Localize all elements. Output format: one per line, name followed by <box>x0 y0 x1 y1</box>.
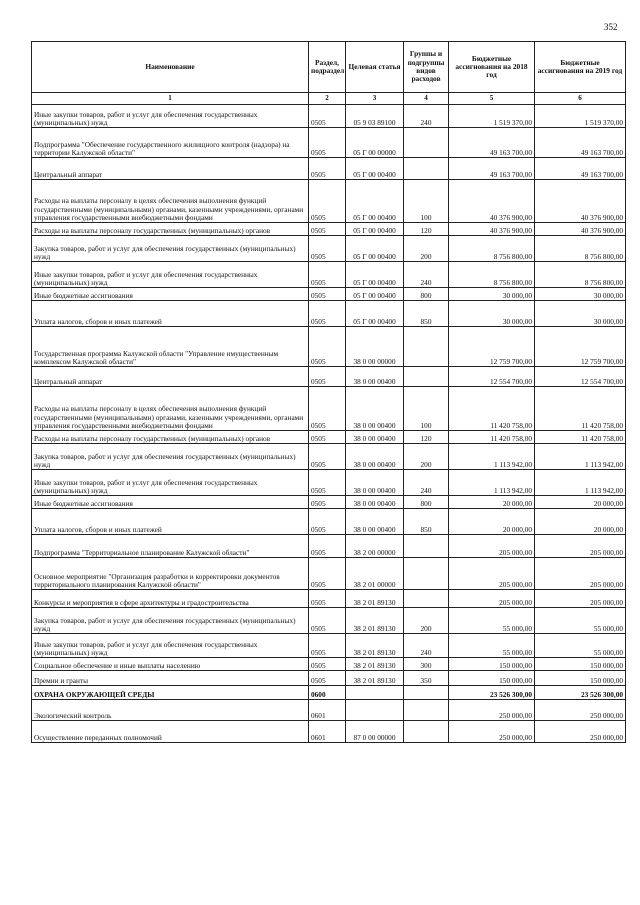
row-target <box>346 686 404 700</box>
row-amount-2019: 20 000,00 <box>535 509 626 535</box>
row-target: 38 0 00 00400 <box>346 470 404 496</box>
table-row <box>32 535 626 558</box>
row-amount-2018: 55 000,00 <box>449 608 535 634</box>
row-group <box>404 700 449 721</box>
row-section: 0601 <box>309 721 346 743</box>
row-name: Уплата налогов, сборов и иных платежей <box>32 301 309 327</box>
row-section: 0505 <box>309 105 346 128</box>
row-amount-2018: 11 420 758,00 <box>449 431 535 444</box>
row-target: 38 0 00 00400 <box>346 431 404 444</box>
row-target: 38 2 01 89130 <box>346 671 404 686</box>
table-row <box>32 671 626 686</box>
row-section: 0505 <box>309 367 346 387</box>
row-target <box>346 700 404 721</box>
table-row <box>32 700 626 721</box>
budget-table <box>31 41 626 743</box>
row-amount-2019: 150 000,00 <box>535 658 626 671</box>
row-amount-2019: 205 000,00 <box>535 590 626 608</box>
table-row <box>32 634 626 658</box>
row-group <box>404 367 449 387</box>
row-group: 120 <box>404 431 449 444</box>
header-section: Раздел, подраздел <box>309 42 346 93</box>
row-group: 100 <box>404 180 449 223</box>
row-name: Экологический контроль <box>32 700 309 721</box>
table-row <box>32 158 626 180</box>
row-name: Иные закупки товаров, работ и услуг для обеспечения государственных (муниципальных) нужд <box>32 634 309 658</box>
row-amount-2018: 205 000,00 <box>449 558 535 590</box>
table-row <box>32 236 626 262</box>
row-section: 0505 <box>309 236 346 262</box>
header-row <box>32 42 626 93</box>
row-group <box>404 158 449 180</box>
row-target: 38 2 01 89130 <box>346 658 404 671</box>
row-amount-2019: 11 420 758,00 <box>535 387 626 431</box>
row-amount-2019: 250 000,00 <box>535 721 626 743</box>
row-target: 38 0 00 00400 <box>346 444 404 470</box>
row-section: 0505 <box>309 658 346 671</box>
row-section: 0601 <box>309 700 346 721</box>
table-row <box>32 590 626 608</box>
row-section: 0505 <box>309 387 346 431</box>
row-target: 05 9 03 89100 <box>346 105 404 128</box>
row-name: Закупка товаров, работ и услуг для обеспечения государственных (муниципальных) нужд <box>32 608 309 634</box>
row-target: 38 2 01 89130 <box>346 634 404 658</box>
row-amount-2019: 1 519 370,00 <box>535 105 626 128</box>
row-amount-2018: 49 163 700,00 <box>449 128 535 158</box>
row-section: 0505 <box>309 509 346 535</box>
col-number: 3 <box>346 93 404 105</box>
row-section: 0505 <box>309 558 346 590</box>
row-name: Иные закупки товаров, работ и услуг для обеспечения государственных (муниципальных) нужд <box>32 470 309 496</box>
row-amount-2018: 23 526 300,00 <box>449 686 535 700</box>
col-number: 1 <box>32 93 309 105</box>
row-name: Социальное обеспечение и иные выплаты населению <box>32 658 309 671</box>
row-target: 38 0 00 00400 <box>346 509 404 535</box>
row-group: 200 <box>404 444 449 470</box>
row-group: 100 <box>404 387 449 431</box>
header-groups: Группы и подгруппы видов расходов <box>404 42 449 93</box>
row-target: 05 Г 00 00400 <box>346 262 404 288</box>
row-name: Подпрограмма "Территориальное планирование Калужской области" <box>32 535 309 558</box>
table-row <box>32 128 626 158</box>
row-group <box>404 535 449 558</box>
header-2019: Бюджетные ассигнования на 2019 год <box>535 42 626 93</box>
row-section: 0505 <box>309 590 346 608</box>
row-target: 05 Г 00 00400 <box>346 223 404 236</box>
table-row <box>32 470 626 496</box>
row-group: 850 <box>404 509 449 535</box>
row-amount-2018: 30 000,00 <box>449 288 535 301</box>
table-row <box>32 431 626 444</box>
row-amount-2018: 1 113 942,00 <box>449 444 535 470</box>
row-amount-2018: 150 000,00 <box>449 658 535 671</box>
column-number-row <box>32 93 626 105</box>
row-target: 05 Г 00 00400 <box>346 288 404 301</box>
row-amount-2019: 40 376 900,00 <box>535 223 626 236</box>
row-amount-2019: 49 163 700,00 <box>535 158 626 180</box>
row-group: 300 <box>404 658 449 671</box>
row-amount-2018: 1 519 370,00 <box>449 105 535 128</box>
row-section: 0505 <box>309 301 346 327</box>
table-row <box>32 288 626 301</box>
row-amount-2019: 55 000,00 <box>535 608 626 634</box>
row-amount-2019: 8 756 800,00 <box>535 236 626 262</box>
row-name: Иные закупки товаров, работ и услуг для обеспечения государственных (муниципальных) нужд <box>32 105 309 128</box>
row-name: Расходы на выплаты персоналу в целях обеспечения выполнения функций государственными (муниципальными) органами, казенными учреждениями, органами управления государственными внебюджетными фондами <box>32 387 309 431</box>
row-group: 120 <box>404 223 449 236</box>
row-target: 38 0 00 00400 <box>346 387 404 431</box>
row-name: Уплата налогов, сборов и иных платежей <box>32 509 309 535</box>
row-group: 800 <box>404 288 449 301</box>
header-target: Целевая статья <box>346 42 404 93</box>
row-name: Закупка товаров, работ и услуг для обеспечения государственных (муниципальных) нужд <box>32 236 309 262</box>
row-section: 0505 <box>309 180 346 223</box>
row-group: 350 <box>404 671 449 686</box>
col-number: 4 <box>404 93 449 105</box>
row-group: 240 <box>404 105 449 128</box>
row-amount-2019: 1 113 942,00 <box>535 444 626 470</box>
table-row <box>32 608 626 634</box>
row-amount-2018: 20 000,00 <box>449 509 535 535</box>
row-name: ОХРАНА ОКРУЖАЮЩЕЙ СРЕДЫ <box>32 686 309 700</box>
row-name: Центральный аппарат <box>32 367 309 387</box>
row-amount-2018: 12 554 700,00 <box>449 367 535 387</box>
row-section: 0505 <box>309 288 346 301</box>
row-section: 0505 <box>309 470 346 496</box>
row-amount-2018: 8 756 800,00 <box>449 262 535 288</box>
row-amount-2018: 250 000,00 <box>449 700 535 721</box>
row-group: 200 <box>404 608 449 634</box>
col-number: 6 <box>535 93 626 105</box>
row-amount-2019: 55 000,00 <box>535 634 626 658</box>
row-name: Расходы на выплаты персоналу государственных (муниципальных) органов <box>32 431 309 444</box>
row-name: Расходы на выплаты персоналу в целях обеспечения выполнения функций государственными (муниципальными) органами, казенными учреждениями, органами управления государственными внебюджетными фондами <box>32 180 309 223</box>
row-name: Премии и гранты <box>32 671 309 686</box>
table-row <box>32 180 626 223</box>
row-amount-2019: 12 759 700,00 <box>535 327 626 367</box>
row-group: 240 <box>404 262 449 288</box>
row-section: 0505 <box>309 327 346 367</box>
row-group <box>404 686 449 700</box>
row-section: 0505 <box>309 535 346 558</box>
col-number: 2 <box>309 93 346 105</box>
row-amount-2018: 150 000,00 <box>449 671 535 686</box>
row-name: Иные закупки товаров, работ и услуг для обеспечения государственных (муниципальных) нужд <box>32 262 309 288</box>
row-amount-2019: 49 163 700,00 <box>535 128 626 158</box>
row-group: 240 <box>404 634 449 658</box>
row-amount-2018: 20 000,00 <box>449 496 535 509</box>
row-target: 38 2 01 89130 <box>346 590 404 608</box>
row-amount-2019: 30 000,00 <box>535 288 626 301</box>
row-group <box>404 721 449 743</box>
row-name: Основное мероприятие "Организация разработки и корректировки документов территориального планирования Калужской области" <box>32 558 309 590</box>
col-number: 5 <box>449 93 535 105</box>
row-target: 38 2 00 00000 <box>346 535 404 558</box>
row-amount-2019: 12 554 700,00 <box>535 367 626 387</box>
row-target: 38 2 01 00000 <box>346 558 404 590</box>
row-section: 0505 <box>309 431 346 444</box>
row-amount-2018: 11 420 758,00 <box>449 387 535 431</box>
row-target: 05 Г 00 00000 <box>346 128 404 158</box>
row-group: 850 <box>404 301 449 327</box>
table-row <box>32 509 626 535</box>
table-row <box>32 496 626 509</box>
row-target: 38 0 00 00000 <box>346 327 404 367</box>
row-target: 87 0 00 00000 <box>346 721 404 743</box>
table-row <box>32 105 626 128</box>
row-amount-2019: 11 420 758,00 <box>535 431 626 444</box>
row-name: Государственная программа Калужской области "Управление имущественным комплексом Калужской области" <box>32 327 309 367</box>
row-section: 0505 <box>309 223 346 236</box>
row-amount-2018: 205 000,00 <box>449 590 535 608</box>
row-group <box>404 128 449 158</box>
row-amount-2018: 49 163 700,00 <box>449 158 535 180</box>
row-amount-2018: 40 376 900,00 <box>449 223 535 236</box>
row-amount-2019: 1 113 942,00 <box>535 470 626 496</box>
row-amount-2018: 55 000,00 <box>449 634 535 658</box>
row-section: 0505 <box>309 671 346 686</box>
row-target: 38 2 01 89130 <box>346 608 404 634</box>
row-amount-2019: 23 526 300,00 <box>535 686 626 700</box>
row-target: 05 Г 00 00400 <box>346 236 404 262</box>
table-row <box>32 262 626 288</box>
row-amount-2019: 205 000,00 <box>535 558 626 590</box>
row-section: 0505 <box>309 496 346 509</box>
row-section: 0505 <box>309 158 346 180</box>
row-group <box>404 327 449 367</box>
header-name: Наименование <box>32 42 309 93</box>
row-amount-2018: 8 756 800,00 <box>449 236 535 262</box>
row-target: 38 0 00 00400 <box>346 367 404 387</box>
table-row <box>32 301 626 327</box>
row-amount-2019: 30 000,00 <box>535 301 626 327</box>
row-target: 05 Г 00 00400 <box>346 301 404 327</box>
row-target: 38 0 00 00400 <box>346 496 404 509</box>
row-group <box>404 590 449 608</box>
table-row <box>32 721 626 743</box>
row-name: Закупка товаров, работ и услуг для обеспечения государственных (муниципальных) нужд <box>32 444 309 470</box>
row-name: Конкурсы и мероприятия в сфере архитектуры и градостроительства <box>32 590 309 608</box>
row-group: 240 <box>404 470 449 496</box>
table-row <box>32 658 626 671</box>
header-2018: Бюджетные ассигнования на 2018 год <box>449 42 535 93</box>
row-amount-2019: 40 376 900,00 <box>535 180 626 223</box>
table-row <box>32 686 626 700</box>
row-amount-2019: 20 000,00 <box>535 496 626 509</box>
row-group: 800 <box>404 496 449 509</box>
row-amount-2019: 150 000,00 <box>535 671 626 686</box>
row-group <box>404 558 449 590</box>
row-amount-2019: 205 000,00 <box>535 535 626 558</box>
row-name: Центральный аппарат <box>32 158 309 180</box>
table-row <box>32 444 626 470</box>
row-group: 200 <box>404 236 449 262</box>
row-section: 0505 <box>309 128 346 158</box>
row-name: Расходы на выплаты персоналу государственных (муниципальных) органов <box>32 223 309 236</box>
table-row <box>32 558 626 590</box>
row-name: Иные бюджетные ассигнования <box>32 496 309 509</box>
row-amount-2018: 1 113 942,00 <box>449 470 535 496</box>
row-name: Иные бюджетные ассигнования <box>32 288 309 301</box>
row-target: 05 Г 00 00400 <box>346 158 404 180</box>
row-amount-2018: 30 000,00 <box>449 301 535 327</box>
row-amount-2019: 8 756 800,00 <box>535 262 626 288</box>
row-amount-2018: 12 759 700,00 <box>449 327 535 367</box>
table-row <box>32 367 626 387</box>
row-section: 0600 <box>309 686 346 700</box>
row-section: 0505 <box>309 608 346 634</box>
row-amount-2018: 40 376 900,00 <box>449 180 535 223</box>
table-row <box>32 223 626 236</box>
row-amount-2018: 205 000,00 <box>449 535 535 558</box>
row-target: 05 Г 00 00400 <box>346 180 404 223</box>
row-section: 0505 <box>309 444 346 470</box>
row-name: Осуществление переданных полномочий <box>32 721 309 743</box>
row-name: Подпрограмма "Обеспечение государственного жилищного контроля (надзора) на территории Калужской области" <box>32 128 309 158</box>
table-row <box>32 387 626 431</box>
table-row <box>32 327 626 367</box>
row-amount-2019: 250 000,00 <box>535 700 626 721</box>
row-section: 0505 <box>309 634 346 658</box>
row-section: 0505 <box>309 262 346 288</box>
page-number: 352 <box>604 22 618 32</box>
row-amount-2018: 250 000,00 <box>449 721 535 743</box>
